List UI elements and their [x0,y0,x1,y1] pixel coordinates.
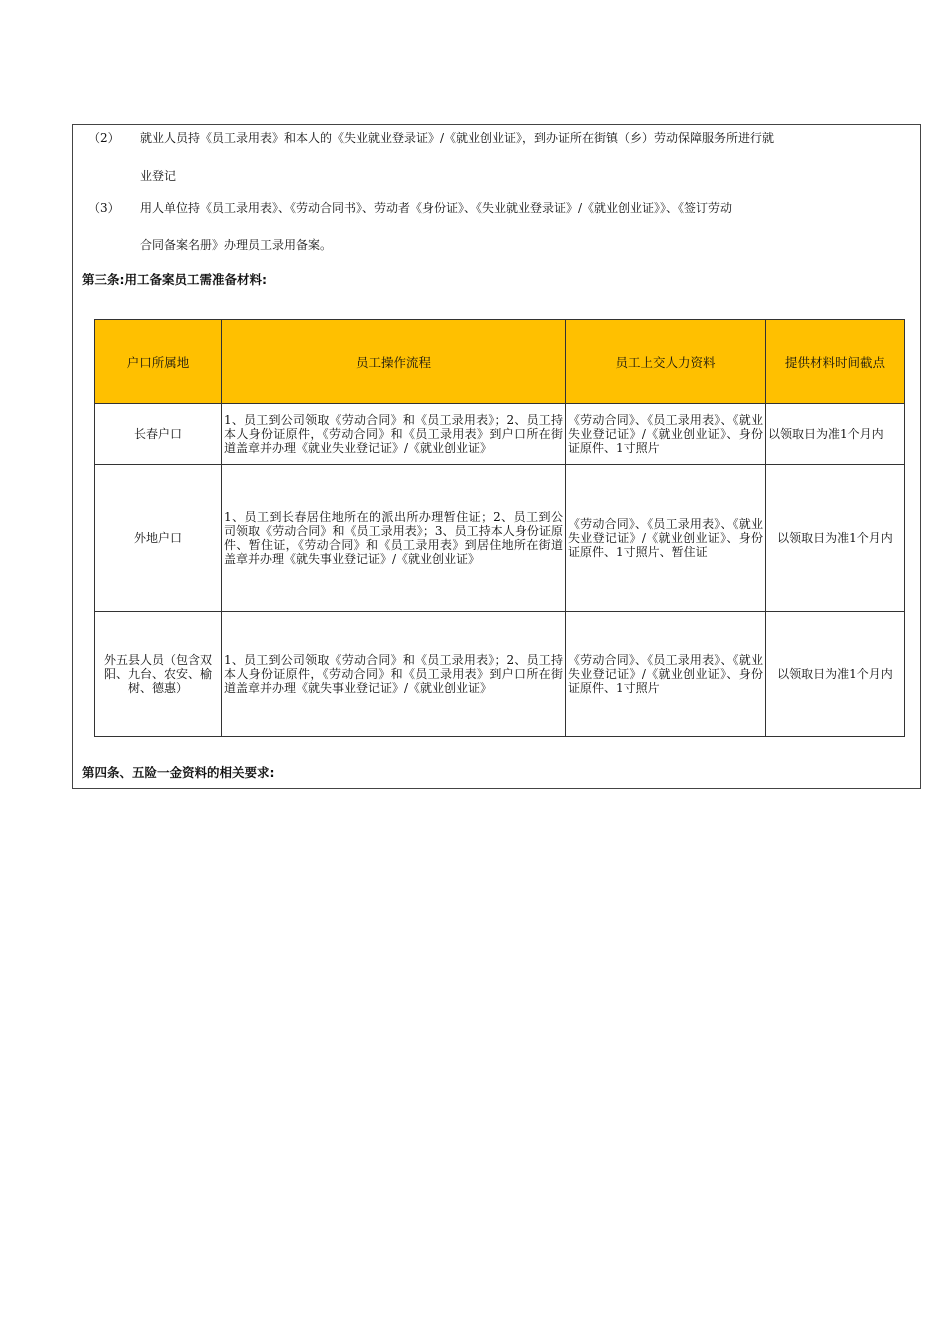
section-3-title: 第三条:用工备案员工需准备材料: [82,272,267,287]
step-2-line-1: 就业人员持《员工录用表》和本人的《失业就业登录证》/《就业创业证》，到办证所在街镇（乡）劳动保障服务所进行就 [140,131,775,145]
header-process: 员工操作流程 [222,320,566,404]
step-3-line-2: 合同备案名册》办理员工录用备案。 [140,238,333,252]
cell-process: 1、员工到长春居住地所在的派出所办理暂住证；2、员工到公司领取《劳动合同》和《员工录用表》；3、员工持本人身份证原件、暂住证，《劳动合同》和《员工录用表》到居住地所在街道盖章并办理《就失事业登记证》/《就业创业证》 [222,465,566,612]
table-header-row [95,320,905,404]
cell-materials: 《劳动合同》、《员工录用表》、《就业失业登记证》/《就业创业证》、身份证原件、1寸照片 [566,404,766,465]
cell-process: 1、员工到公司领取《劳动合同》和《员工录用表》；2、员工持本人身份证原件，《劳动合同》和《员工录用表》到户口所在街道盖章并办理《就业失业登记证》/《就业创业证》 [222,404,566,465]
header-materials: 员工上交人力资料 [566,320,766,404]
step-number-2: （2） [88,131,120,145]
step-2-line-2: 业登记 [140,169,177,183]
cell-materials: 《劳动合同》、《员工录用表》、《就业失业登记证》/《就业创业证》、身份证原件、1寸照片 [566,612,766,737]
cell-location: 外地户口 [95,465,222,612]
step-number-3: （3） [88,201,120,215]
cell-process: 1、员工到公司领取《劳动合同》和《员工录用表》；2、员工持本人身份证原件，《劳动合同》和《员工录用表》到户口所在街道盖章并办理《就失事业登记证》/《就业创业证》 [222,612,566,737]
header-location: 户口所属地 [95,320,222,404]
cell-deadline: 以领取日为准1个月内 [766,612,905,737]
header-deadline: 提供材料时间截点 [766,320,905,404]
step-3-line-1: 用人单位持《员工录用表》、《劳动合同书》、劳动者《身份证》、《失业就业登录证》/《就业创业证》》、《签订劳动 [140,201,733,215]
cell-deadline: 以领取日为准1个月内 [766,404,905,465]
table-row [95,404,905,465]
table-row [95,465,905,612]
section-4-title: 第四条、五险一金资料的相关要求: [82,765,275,780]
table-row [95,612,905,737]
materials-table [94,319,905,737]
document-frame [72,124,921,789]
cell-materials: 《劳动合同》、《员工录用表》、《就业失业登记证》/《就业创业证》、身份证原件、1寸照片、暂住证 [566,465,766,612]
cell-deadline: 以领取日为准1个月内 [766,465,905,612]
cell-location: 长春户口 [95,404,222,465]
cell-location: 外五县人员（包含双阳、九台、农安、榆树、德惠） [95,612,222,737]
